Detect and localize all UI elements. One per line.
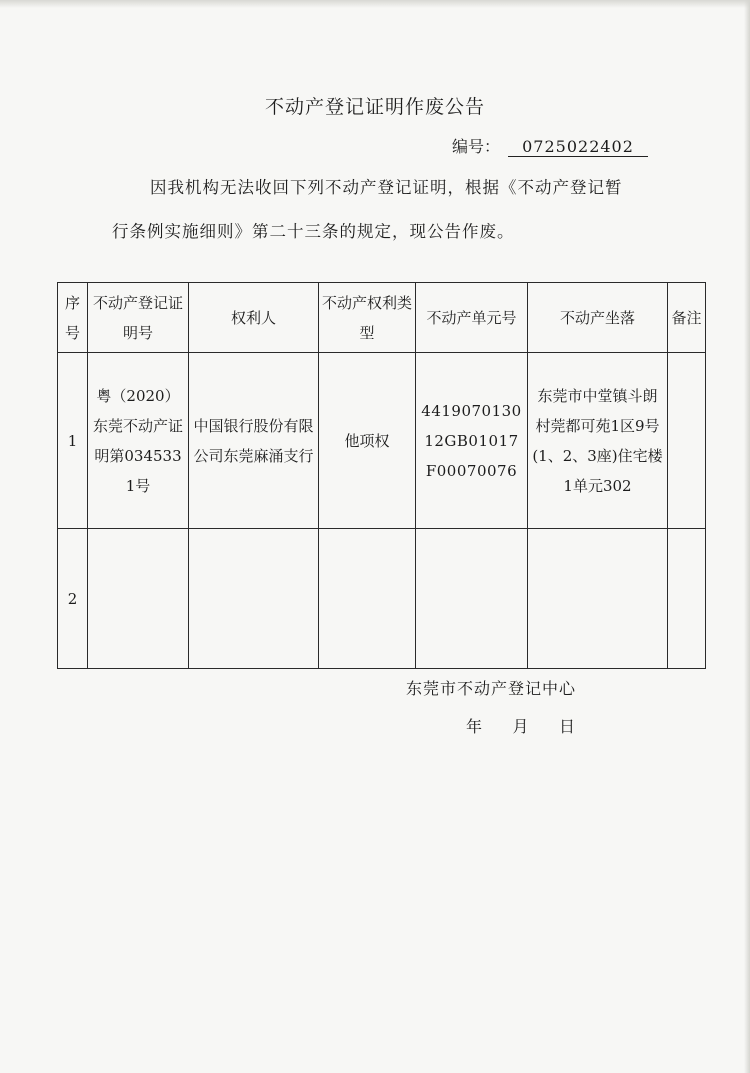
cell-location: 东莞市中堂镇斗朗村莞都可苑1区9号(1、2、3座)住宅楼1单元302 xyxy=(528,353,668,529)
cell-cert-no xyxy=(88,529,189,669)
header-right-type: 不动产权利类型 xyxy=(319,283,416,353)
document-title: 不动产登记证明作废公告 xyxy=(264,96,485,118)
paragraph-line-1: 因我机构无法收回下列不动产登记证明，根据《不动产登记暂 xyxy=(150,178,623,197)
table-row xyxy=(58,353,706,529)
cell-remark xyxy=(668,353,706,529)
number-line xyxy=(452,134,648,157)
issue-date: 年 月 日 xyxy=(466,717,576,736)
header-holder: 权利人 xyxy=(189,283,319,353)
cell-remark xyxy=(668,529,706,669)
number-label: 编号： xyxy=(452,137,501,156)
scan-edge-top xyxy=(0,0,750,8)
cell-unit-no xyxy=(416,529,528,669)
cell-cert-no: 粤（2020）东莞不动产证明第0345331号 xyxy=(88,353,189,529)
cell-holder xyxy=(189,529,319,669)
header-remark: 备注 xyxy=(668,283,706,353)
table-header-row xyxy=(58,283,706,353)
header-location: 不动产坐落 xyxy=(528,283,668,353)
cell-right-type: 他项权 xyxy=(319,353,416,529)
certificate-table xyxy=(57,282,706,669)
header-index: 序号 xyxy=(58,283,88,353)
cell-location xyxy=(528,529,668,669)
table-row xyxy=(58,529,706,669)
cell-unit-no: 441907013012GB01017F00070076 xyxy=(416,353,528,529)
cell-holder: 中国银行股份有限公司东莞麻涌支行 xyxy=(189,353,319,529)
issuing-organization: 东莞市不动产登记中心 xyxy=(406,679,577,698)
scan-edge-right xyxy=(744,0,750,1073)
paragraph-line-2: 行条例实施细则》第二十三条的规定，现公告作废。 xyxy=(112,222,515,241)
cell-index: 1 xyxy=(58,353,88,529)
cell-right-type xyxy=(319,529,416,669)
number-value: 0725022402 xyxy=(508,137,648,157)
header-unit-no: 不动产单元号 xyxy=(416,283,528,353)
header-cert-no: 不动产登记证明号 xyxy=(88,283,189,353)
cell-index: 2 xyxy=(58,529,88,669)
